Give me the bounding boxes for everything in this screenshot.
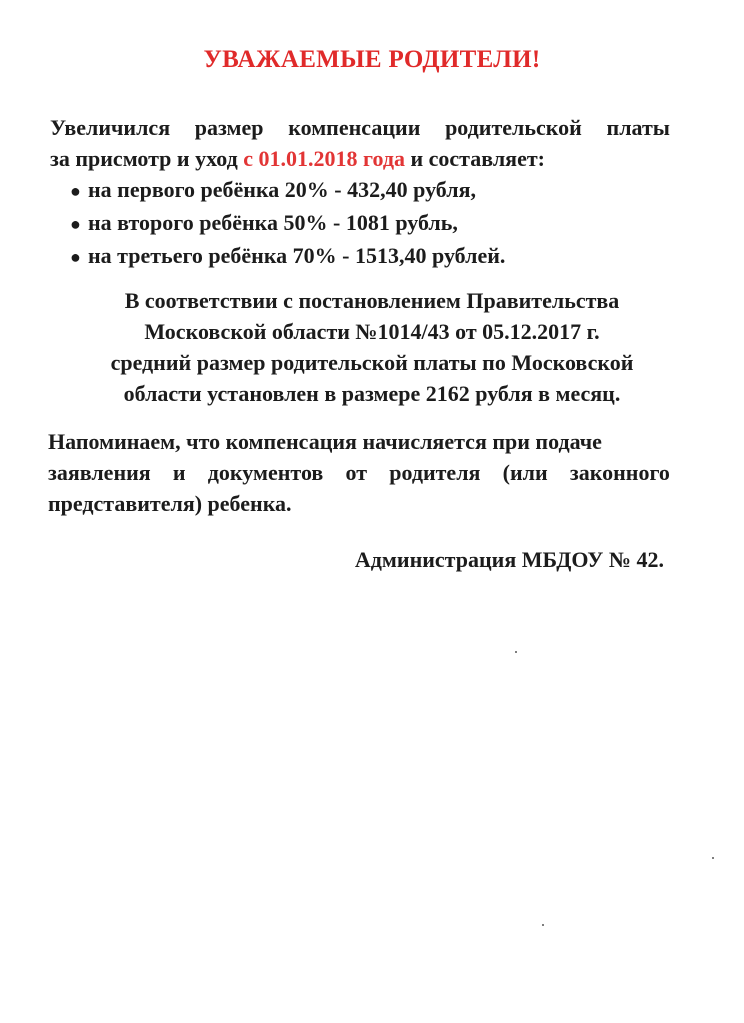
- scan-speck: [542, 924, 544, 926]
- intro-text-after: и составляет:: [404, 146, 545, 171]
- reminder-word: родителя: [389, 460, 481, 485]
- list-item: [70, 240, 505, 273]
- regulation-line: Московской области №1014/43 от 05.12.2017 г.: [144, 319, 600, 344]
- list-item: [70, 174, 505, 207]
- intro-text-before: за присмотр и уход: [50, 146, 244, 171]
- list-item-text: на первого ребёнка 20% - 432,40 рубля,: [88, 177, 476, 202]
- bullet-icon: ●: [70, 247, 81, 267]
- reminder-word: и: [172, 460, 186, 485]
- scan-speck: [515, 651, 517, 653]
- regulation-paragraph: [40, 285, 704, 409]
- reminder-line-3: представителя) ребенка.: [48, 491, 292, 516]
- intro-word: размер: [194, 115, 264, 140]
- intro-paragraph: [50, 112, 670, 174]
- intro-word: родительской: [445, 115, 582, 140]
- reminder-word: заявления: [48, 460, 151, 485]
- reminder-word: законного: [569, 460, 670, 485]
- notice-title: УВАЖАЕМЫЕ РОДИТЕЛИ!: [203, 46, 541, 73]
- reminder-line-2: [48, 457, 670, 488]
- intro-line-2: [50, 143, 670, 174]
- intro-word: платы: [606, 115, 670, 140]
- reminder-line-1: Напоминаем, что компенсация начисляется при подаче: [48, 429, 602, 454]
- regulation-line: В соответствии с постановлением Правительства: [124, 288, 620, 313]
- regulation-line: средний размер родительской платы по Московской: [110, 350, 634, 375]
- bullet-icon: ●: [70, 181, 81, 201]
- signature: Администрация МБДОУ № 42.: [354, 547, 664, 572]
- scan-speck: [712, 857, 714, 859]
- list-item-text: на второго ребёнка 50% - 1081 рубль,: [88, 210, 458, 235]
- intro-line-1: [50, 112, 670, 143]
- compensation-list: [70, 174, 505, 273]
- intro-word: Увеличился: [50, 115, 171, 140]
- reminder-paragraph: [48, 426, 670, 519]
- reminder-word: (или: [502, 460, 548, 485]
- list-item-text: на третьего ребёнка 70% - 1513,40 рублей.: [88, 243, 506, 268]
- list-item: [70, 207, 505, 240]
- intro-word: компенсации: [288, 115, 421, 140]
- effective-date: с 01.01.2018 года: [243, 146, 405, 171]
- bullet-icon: ●: [70, 214, 81, 234]
- reminder-word: от: [345, 460, 368, 485]
- regulation-line: области установлен в размере 2162 рубля в месяц.: [123, 381, 621, 406]
- reminder-word: документов: [207, 460, 324, 485]
